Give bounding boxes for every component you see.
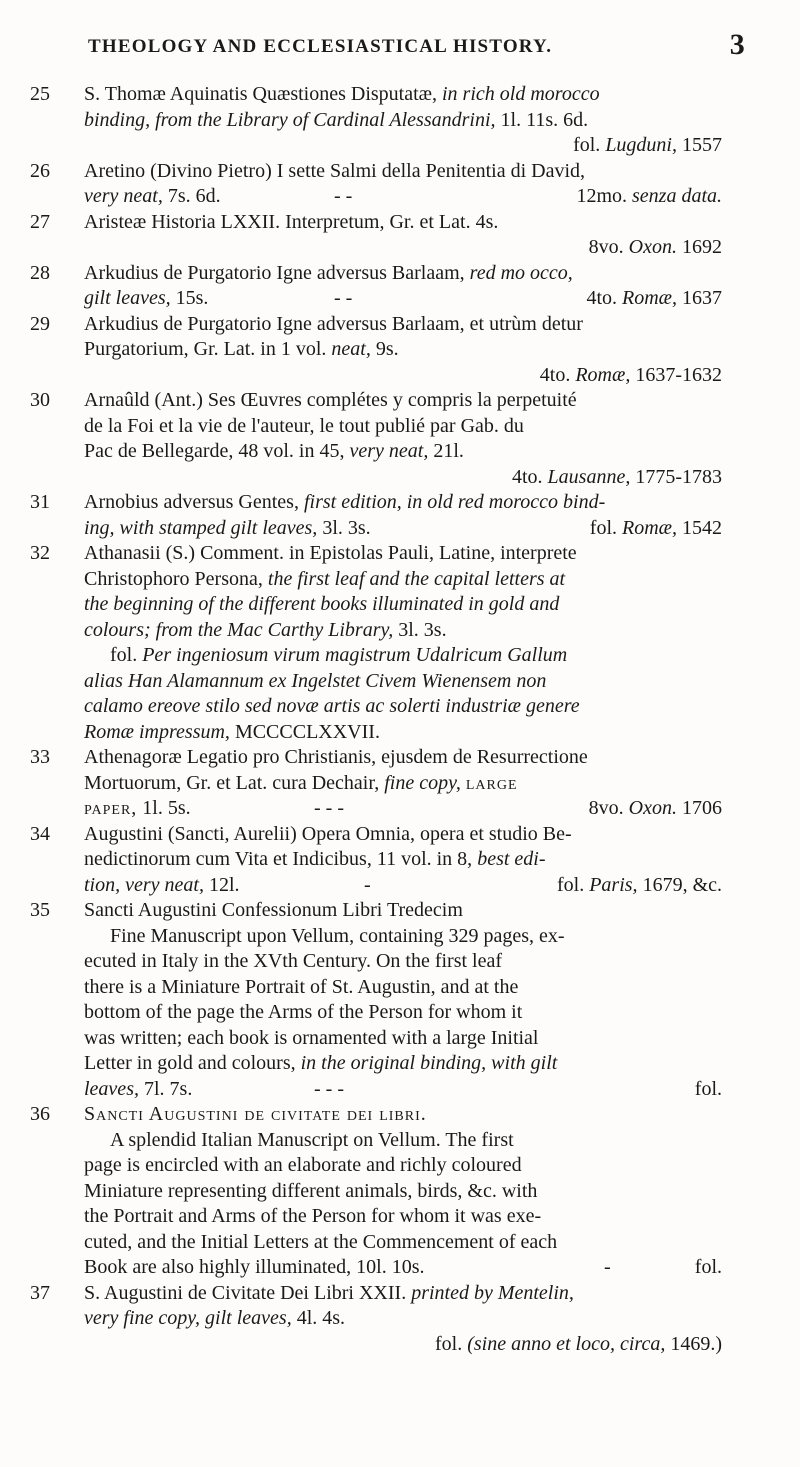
catalogue-entries bbox=[30, 82, 770, 1357]
lot-number: 36 bbox=[30, 1103, 50, 1125]
page-number: 3 bbox=[729, 28, 746, 61]
lot-number: 37 bbox=[30, 1281, 50, 1304]
catalogue-entry: 37 S. Augustini de Civitate Dei Libri XXII. printed by Mentelin, very fine copy, gilt leaves, 4l. 4s. fol. (sine anno et loco, circa, 1469.) bbox=[30, 1281, 722, 1355]
catalogue-entry: 29 Arkudius de Purgatorio Igne adversus Barlaam, et utrùm detur Purgatorium, Gr. Lat. in 1 vol. neat, 9s. 4to. Romæ, 1637-1632 bbox=[30, 312, 722, 386]
catalogue-entry: 28 Arkudius de Purgatorio Igne adversus Barlaam, red mo occo, gilt leaves, 15s. - - 4to. Romæ, 1637 bbox=[30, 261, 722, 309]
catalogue-entry: 30 Arnaûld (Ant.) Ses Œuvres complétes y compris la perpetuité de la Foi et la vie de l'auteur, le tout publié par Gab. du Pac de Bellegarde, 48 vol. in 45, very neat, 21l. 4to. Lausanne, 1775-1783 bbox=[30, 389, 722, 488]
catalogue-entry: 36 Sancti Augustini de civitate dei libri. A splendid Italian Manuscript on Vellum. The first page is encircled with an elaborate and richly coloured Miniature representing different animals, birds, &c. with the Portrait and Arms of the Person for whom it was exe- cuted, and the Initial Letters at the Commencement of each Book are also highly illuminated, 10l. 10s. - fol. bbox=[30, 1103, 722, 1278]
lot-number: 27 bbox=[30, 210, 50, 233]
catalogue-entry: 26 Aretino (Divino Pietro) I sette Salmi della Penitentia di David, very neat, 7s. 6d. - - 12mo. senza data. bbox=[30, 159, 722, 207]
lot-number: 32 bbox=[30, 542, 50, 564]
page-title: THEOLOGY AND ECCLESIASTICAL HISTORY. bbox=[88, 36, 553, 57]
lot-number: 26 bbox=[30, 159, 50, 182]
lot-number: 34 bbox=[30, 822, 50, 845]
lot-number: 31 bbox=[30, 491, 50, 513]
catalogue-entry: 32 Athanasii (S.) Comment. in Epistolas Pauli, Latine, interprete Christophoro Persona, the first leaf and the capital letters at the beginning of the different books illuminated in gold and colours; from the Mac Carthy Library, 3l. 3s. fol. Per ingeniosum virum magistrum Udalricum Gallum alias Han Alamannum ex Ingelstet Civem Wienensem non calamo ereove stilo sed novæ artis ac solerti industriæ genere Romæ impressum, MCCCCLXXVII. bbox=[30, 542, 580, 743]
catalogue-entry: 27 Aristeæ Historia LXXII. Interpretum, Gr. et Lat. 4s. 8vo. Oxon. 1692 bbox=[30, 210, 722, 258]
catalogue-entry: 25 S. Thomæ Aquinatis Quæstiones Disputatæ, in rich old morocco binding, from the Library of Cardinal Alessandrini, 1l. 11s. 6d. fol. Lugduni, 1557 bbox=[30, 83, 722, 156]
lot-number: 25 bbox=[30, 83, 50, 105]
catalogue-entry: 35 Sancti Augustini Confessionum Libri Tredecim Fine Manuscript upon Vellum, containing 329 pages, ex- ecuted in Italy in the XVth Century. On the first leaf there is a Miniature Portrait of St. Augustin, and at the bottom of the page the Arms of the Person for whom it was written; each book is ornamented with a large Initial Letter in gold and colours, in the original binding, with gilt leaves, 7l. 7s. - - - fol. bbox=[30, 899, 722, 1100]
lot-number: 33 bbox=[30, 746, 50, 768]
lot-number: 30 bbox=[30, 389, 50, 411]
catalogue-entry: 34 Augustini (Sancti, Aurelii) Opera Omnia, opera et studio Be- nedictinorum cum Vita et Indicibus, 11 vol. in 8, best edi- tion, very neat, 12l. - fol. Paris, 1679, &c. bbox=[30, 822, 722, 896]
catalogue-entry: 31 Arnobius adversus Gentes, first edition, in old red morocco bind- ing, with stamped gilt leaves, 3l. 3s. fol. Romæ, 1542 bbox=[30, 491, 722, 539]
lot-number: 29 bbox=[30, 312, 50, 335]
lot-number: 28 bbox=[30, 261, 50, 284]
lot-number: 35 bbox=[30, 899, 50, 921]
catalogue-entry: 33 Athenagoræ Legatio pro Christianis, ejusdem de Resurrectione Mortuorum, Gr. et Lat. cura Dechair, fine copy, large paper, 1l. 5s. - - - 8vo. Oxon. 1706 bbox=[30, 746, 722, 819]
